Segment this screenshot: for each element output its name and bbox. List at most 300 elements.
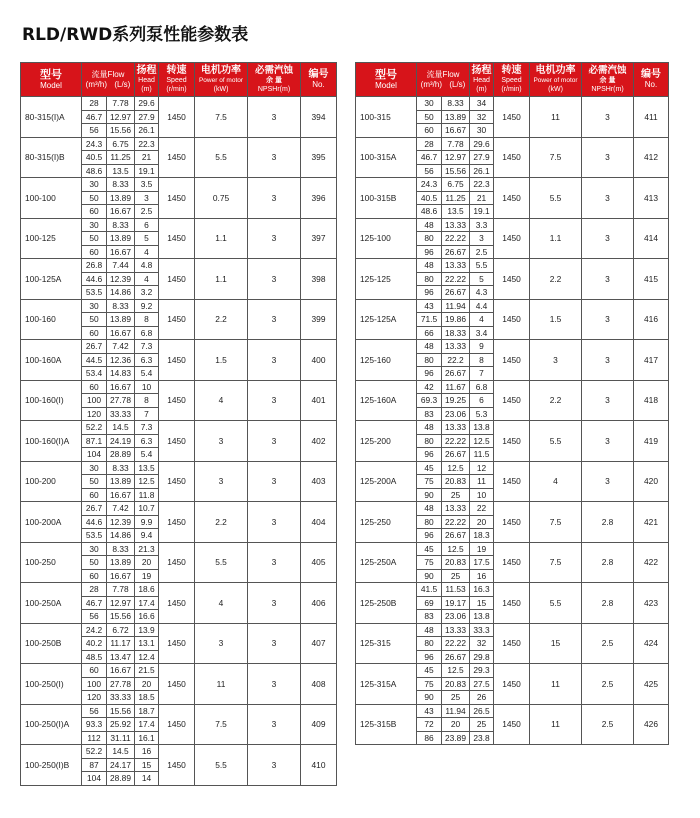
power-cell: 1.1: [530, 218, 582, 259]
speed-cell: 1450: [494, 583, 530, 624]
flow-ls-cell: 15.56: [107, 610, 135, 624]
head-cell: 16.3: [470, 583, 494, 597]
flow-ls-cell: 25.92: [107, 718, 135, 732]
model-cell: 100-160(I): [21, 380, 82, 421]
table-row: [21, 218, 337, 232]
flow-ls-cell: 20: [442, 718, 470, 732]
npsh-cell: 3: [582, 340, 634, 381]
speed-cell: 1450: [159, 623, 195, 664]
flow-ls-cell: 11.67: [442, 380, 470, 394]
number-cell: 403: [301, 461, 337, 502]
flow-m3h-cell: 60: [82, 380, 107, 394]
speed-cell: 1450: [159, 380, 195, 421]
number-cell: 418: [634, 380, 669, 421]
flow-m3h-cell: 50: [82, 313, 107, 327]
head-cell: 7: [470, 367, 494, 381]
flow-m3h-cell: 96: [417, 650, 442, 664]
table-row: [356, 461, 669, 475]
head-cell: 4.8: [135, 259, 159, 273]
head-cell: 5.5: [470, 259, 494, 273]
flow-ls-cell: 31.11: [107, 731, 135, 745]
power-cell: 3: [195, 623, 248, 664]
header-model: 型号 Model: [356, 63, 417, 97]
head-cell: 17.4: [135, 718, 159, 732]
head-cell: 12.5: [135, 475, 159, 489]
head-cell: 8: [470, 353, 494, 367]
flow-ls-cell: 22.22: [442, 434, 470, 448]
flow-ls-cell: 26.67: [442, 529, 470, 543]
model-cell: 125-250B: [356, 583, 417, 624]
number-cell: 398: [301, 259, 337, 300]
table-row: [356, 218, 669, 232]
speed-cell: 1450: [494, 461, 530, 502]
head-cell: 6.8: [470, 380, 494, 394]
head-cell: 12.5: [470, 434, 494, 448]
flow-m3h-cell: 83: [417, 407, 442, 421]
head-cell: 2.5: [470, 245, 494, 259]
flow-ls-cell: 23.06: [442, 407, 470, 421]
number-cell: 414: [634, 218, 669, 259]
flow-ls-cell: 13.89: [442, 110, 470, 124]
flow-m3h-cell: 83: [417, 610, 442, 624]
flow-m3h-cell: 30: [82, 299, 107, 313]
head-cell: 9.2: [135, 299, 159, 313]
flow-m3h-cell: 52.2: [82, 745, 107, 759]
header-npsh: 必需汽蚀 余 量 NPSHr(m): [248, 63, 301, 97]
speed-cell: 1450: [159, 664, 195, 705]
flow-m3h-cell: 30: [82, 542, 107, 556]
flow-m3h-cell: 80: [417, 353, 442, 367]
power-cell: 3: [195, 421, 248, 462]
model-cell: 125-100: [356, 218, 417, 259]
flow-ls-cell: 24.19: [107, 434, 135, 448]
speed-cell: 1450: [494, 380, 530, 421]
flow-ls-cell: 13.33: [442, 623, 470, 637]
speed-cell: 1450: [494, 623, 530, 664]
number-cell: 405: [301, 542, 337, 583]
flow-m3h-cell: 30: [82, 218, 107, 232]
npsh-cell: 3: [248, 664, 301, 705]
speed-cell: 1450: [494, 299, 530, 340]
flow-m3h-cell: 80: [417, 434, 442, 448]
flow-ls-cell: 22.22: [442, 515, 470, 529]
power-cell: 7.5: [195, 704, 248, 745]
speed-cell: 1450: [159, 583, 195, 624]
flow-ls-cell: 11.25: [107, 151, 135, 165]
flow-m3h-cell: 120: [82, 407, 107, 421]
head-cell: 17.4: [135, 596, 159, 610]
table-row: [356, 97, 669, 111]
flow-m3h-cell: 28: [82, 583, 107, 597]
head-cell: 7: [135, 407, 159, 421]
power-cell: 0.75: [195, 178, 248, 219]
npsh-cell: 3: [582, 259, 634, 300]
table-row: [356, 137, 669, 151]
npsh-cell: 2.8: [582, 583, 634, 624]
number-cell: 425: [634, 664, 669, 705]
table-row: [21, 704, 337, 718]
flow-m3h-cell: 28: [82, 97, 107, 111]
speed-cell: 1450: [159, 461, 195, 502]
flow-ls-cell: 7.78: [107, 97, 135, 111]
number-cell: 416: [634, 299, 669, 340]
table-row: [21, 502, 337, 516]
number-cell: 412: [634, 137, 669, 178]
flow-m3h-cell: 24.3: [417, 178, 442, 192]
head-cell: 8: [135, 394, 159, 408]
head-cell: 4.3: [470, 286, 494, 300]
head-cell: 3.3: [470, 218, 494, 232]
flow-m3h-cell: 75: [417, 556, 442, 570]
table-row: [21, 299, 337, 313]
flow-ls-cell: 13.47: [107, 650, 135, 664]
flow-ls-cell: 26.67: [442, 286, 470, 300]
speed-cell: 1450: [494, 218, 530, 259]
power-cell: 2.2: [530, 259, 582, 300]
power-cell: 1.5: [195, 340, 248, 381]
power-cell: 2.2: [530, 380, 582, 421]
flow-m3h-cell: 56: [82, 704, 107, 718]
head-cell: 3: [470, 232, 494, 246]
head-cell: 27.9: [135, 110, 159, 124]
flow-ls-cell: 11.94: [442, 704, 470, 718]
flow-m3h-cell: 96: [417, 245, 442, 259]
power-cell: 5.5: [530, 583, 582, 624]
number-cell: 400: [301, 340, 337, 381]
flow-ls-cell: 25: [442, 488, 470, 502]
flow-ls-cell: 12.97: [107, 110, 135, 124]
flow-ls-cell: 13.5: [107, 164, 135, 178]
flow-m3h-cell: 40.5: [82, 151, 107, 165]
flow-ls-cell: 13.33: [442, 340, 470, 354]
head-cell: 3.2: [135, 286, 159, 300]
flow-m3h-cell: 100: [82, 677, 107, 691]
flow-m3h-cell: 50: [82, 191, 107, 205]
head-cell: 21: [135, 151, 159, 165]
power-cell: 4: [530, 461, 582, 502]
flow-ls-cell: 18.33: [442, 326, 470, 340]
flow-m3h-cell: 48: [417, 421, 442, 435]
power-cell: 3: [195, 461, 248, 502]
flow-ls-cell: 14.5: [107, 745, 135, 759]
table-row: [356, 259, 669, 273]
speed-cell: 1450: [159, 340, 195, 381]
flow-m3h-cell: 48: [417, 340, 442, 354]
npsh-cell: 3: [582, 421, 634, 462]
head-cell: 7.3: [135, 421, 159, 435]
speed-cell: 1450: [494, 340, 530, 381]
npsh-cell: 3: [248, 502, 301, 543]
head-cell: 2.5: [135, 205, 159, 219]
head-cell: 16: [135, 745, 159, 759]
model-cell: 100-315A: [356, 137, 417, 178]
power-cell: 11: [195, 664, 248, 705]
model-cell: 125-315A: [356, 664, 417, 705]
flow-m3h-cell: 48: [417, 259, 442, 273]
head-cell: 13.9: [135, 623, 159, 637]
model-cell: 100-200: [21, 461, 82, 502]
head-cell: 29.3: [470, 664, 494, 678]
head-cell: 18.5: [135, 691, 159, 705]
head-cell: 3: [135, 191, 159, 205]
npsh-cell: 3: [248, 583, 301, 624]
number-cell: 421: [634, 502, 669, 543]
flow-m3h-cell: 90: [417, 569, 442, 583]
number-cell: 419: [634, 421, 669, 462]
npsh-cell: 3: [248, 542, 301, 583]
head-cell: 32: [470, 637, 494, 651]
flow-ls-cell: 12.97: [107, 596, 135, 610]
flow-m3h-cell: 44.5: [82, 353, 107, 367]
head-cell: 20: [135, 677, 159, 691]
head-cell: 5.3: [470, 407, 494, 421]
flow-m3h-cell: 42: [417, 380, 442, 394]
flow-ls-cell: 19.25: [442, 394, 470, 408]
flow-m3h-cell: 112: [82, 731, 107, 745]
flow-m3h-cell: 96: [417, 529, 442, 543]
power-cell: 11: [530, 704, 582, 745]
power-cell: 2.2: [195, 502, 248, 543]
power-cell: 3: [530, 340, 582, 381]
head-cell: 19.1: [135, 164, 159, 178]
head-cell: 29.8: [470, 650, 494, 664]
table-row: [356, 340, 669, 354]
flow-m3h-cell: 26.7: [82, 502, 107, 516]
flow-ls-cell: 28.89: [107, 772, 135, 786]
npsh-cell: 2.5: [582, 704, 634, 745]
head-cell: 22: [470, 502, 494, 516]
number-cell: 397: [301, 218, 337, 259]
flow-m3h-cell: 48.6: [82, 164, 107, 178]
power-cell: 15: [530, 623, 582, 664]
head-cell: 5.4: [135, 448, 159, 462]
table-body-right: [356, 97, 669, 745]
flow-m3h-cell: 40.5: [417, 191, 442, 205]
power-cell: 11: [530, 97, 582, 138]
model-cell: 100-160: [21, 299, 82, 340]
npsh-cell: 3: [582, 380, 634, 421]
number-cell: 423: [634, 583, 669, 624]
flow-ls-cell: 16.67: [107, 245, 135, 259]
model-cell: 100-315: [356, 97, 417, 138]
head-cell: 26: [470, 691, 494, 705]
head-cell: 12.4: [135, 650, 159, 664]
flow-ls-cell: 26.67: [442, 367, 470, 381]
flow-m3h-cell: 75: [417, 475, 442, 489]
flow-m3h-cell: 56: [82, 610, 107, 624]
flow-m3h-cell: 60: [82, 569, 107, 583]
flow-ls-cell: 13.89: [107, 191, 135, 205]
head-cell: 4: [470, 313, 494, 327]
flow-m3h-cell: 56: [417, 164, 442, 178]
flow-m3h-cell: 56: [82, 124, 107, 138]
head-cell: 29.6: [470, 137, 494, 151]
table-row: [21, 380, 337, 394]
model-cell: 100-250B: [21, 623, 82, 664]
model-cell: 100-250: [21, 542, 82, 583]
head-cell: 21: [470, 191, 494, 205]
npsh-cell: 3: [582, 178, 634, 219]
head-cell: 4: [135, 245, 159, 259]
npsh-cell: 3: [248, 340, 301, 381]
flow-m3h-cell: 40.2: [82, 637, 107, 651]
head-cell: 6.3: [135, 434, 159, 448]
head-cell: 27.5: [470, 677, 494, 691]
flow-ls-cell: 11.94: [442, 299, 470, 313]
power-cell: 7.5: [195, 97, 248, 138]
head-cell: 16.1: [135, 731, 159, 745]
head-cell: 9: [470, 340, 494, 354]
model-cell: 100-250(I)A: [21, 704, 82, 745]
npsh-cell: 3: [582, 97, 634, 138]
flow-ls-cell: 22.22: [442, 272, 470, 286]
power-cell: 11: [530, 664, 582, 705]
power-cell: 1.1: [195, 259, 248, 300]
header-flow: 流量Flow (m³/h) (L/s): [82, 63, 135, 97]
flow-m3h-cell: 46.7: [417, 151, 442, 165]
head-cell: 27.9: [470, 151, 494, 165]
header-power: 电机功率 Power of motor (kW): [195, 63, 248, 97]
flow-m3h-cell: 48.5: [82, 650, 107, 664]
number-cell: 410: [301, 745, 337, 786]
flow-ls-cell: 22.22: [442, 232, 470, 246]
table-row: [21, 340, 337, 354]
flow-m3h-cell: 48: [417, 502, 442, 516]
flow-m3h-cell: 53.4: [82, 367, 107, 381]
flow-ls-cell: 13.33: [442, 218, 470, 232]
head-cell: 5: [135, 232, 159, 246]
head-cell: 13.8: [470, 610, 494, 624]
npsh-cell: 3: [248, 97, 301, 138]
table-row: [21, 623, 337, 637]
table-row: [356, 380, 669, 394]
flow-ls-cell: 12.36: [107, 353, 135, 367]
head-cell: 16: [470, 569, 494, 583]
speed-cell: 1450: [494, 137, 530, 178]
head-cell: 20: [135, 556, 159, 570]
header-head: 扬程 Head (m): [470, 63, 494, 97]
model-cell: 125-200: [356, 421, 417, 462]
flow-ls-cell: 24.17: [107, 758, 135, 772]
flow-ls-cell: 12.5: [442, 461, 470, 475]
flow-m3h-cell: 43: [417, 704, 442, 718]
head-cell: 3.4: [470, 326, 494, 340]
header-no: 编号 No.: [634, 63, 669, 97]
speed-cell: 1450: [494, 664, 530, 705]
number-cell: 395: [301, 137, 337, 178]
flow-m3h-cell: 80: [417, 637, 442, 651]
speed-cell: 1450: [494, 704, 530, 745]
head-cell: 10.7: [135, 502, 159, 516]
head-cell: 5: [470, 272, 494, 286]
pump-table-left: [20, 62, 337, 786]
npsh-cell: 3: [248, 461, 301, 502]
flow-ls-cell: 19.86: [442, 313, 470, 327]
flow-ls-cell: 16.67: [107, 569, 135, 583]
flow-ls-cell: 11.53: [442, 583, 470, 597]
flow-ls-cell: 14.83: [107, 367, 135, 381]
header-head: 扬程 Head (m): [135, 63, 159, 97]
flow-ls-cell: 27.78: [107, 677, 135, 691]
flow-ls-cell: 13.33: [442, 421, 470, 435]
flow-ls-cell: 13.89: [107, 313, 135, 327]
npsh-cell: 3: [582, 218, 634, 259]
flow-m3h-cell: 60: [417, 124, 442, 138]
head-cell: 25: [470, 718, 494, 732]
speed-cell: 1450: [159, 97, 195, 138]
head-cell: 19.1: [470, 205, 494, 219]
model-cell: 100-160A: [21, 340, 82, 381]
number-cell: 409: [301, 704, 337, 745]
head-cell: 11.8: [135, 488, 159, 502]
flow-ls-cell: 14.86: [107, 286, 135, 300]
flow-ls-cell: 12.39: [107, 515, 135, 529]
npsh-cell: 2.8: [582, 542, 634, 583]
flow-ls-cell: 12.39: [107, 272, 135, 286]
flow-m3h-cell: 24.3: [82, 137, 107, 151]
power-cell: 7.5: [530, 137, 582, 178]
power-cell: 5.5: [195, 745, 248, 786]
number-cell: 399: [301, 299, 337, 340]
flow-ls-cell: 12.5: [442, 664, 470, 678]
number-cell: 407: [301, 623, 337, 664]
head-cell: 30: [470, 124, 494, 138]
head-cell: 34: [470, 97, 494, 111]
npsh-cell: 3: [248, 299, 301, 340]
flow-ls-cell: 20.83: [442, 677, 470, 691]
flow-ls-cell: 13.33: [442, 259, 470, 273]
flow-m3h-cell: 50: [82, 475, 107, 489]
power-cell: 7.5: [530, 502, 582, 543]
power-cell: 1.1: [195, 218, 248, 259]
head-cell: 11: [470, 475, 494, 489]
model-cell: 80-315(I)B: [21, 137, 82, 178]
flow-ls-cell: 6.75: [442, 178, 470, 192]
flow-ls-cell: 6.75: [107, 137, 135, 151]
flow-ls-cell: 22.22: [442, 637, 470, 651]
table-row: [356, 178, 669, 192]
flow-ls-cell: 16.67: [107, 488, 135, 502]
flow-m3h-cell: 60: [82, 664, 107, 678]
flow-ls-cell: 8.33: [442, 97, 470, 111]
number-cell: 411: [634, 97, 669, 138]
speed-cell: 1450: [494, 97, 530, 138]
flow-ls-cell: 16.67: [107, 380, 135, 394]
table-header-row: [356, 63, 669, 97]
head-cell: 18.7: [135, 704, 159, 718]
pump-table-right: [355, 62, 669, 745]
table-row: [356, 421, 669, 435]
header-speed: 转速 Speed (r/min): [159, 63, 195, 97]
model-cell: 125-160: [356, 340, 417, 381]
flow-ls-cell: 8.33: [107, 178, 135, 192]
speed-cell: 1450: [494, 259, 530, 300]
model-cell: 80-315(I)A: [21, 97, 82, 138]
flow-m3h-cell: 43: [417, 299, 442, 313]
flow-m3h-cell: 24.2: [82, 623, 107, 637]
table-row: [21, 542, 337, 556]
flow-m3h-cell: 90: [417, 691, 442, 705]
flow-ls-cell: 25: [442, 569, 470, 583]
flow-m3h-cell: 48: [417, 623, 442, 637]
number-cell: 415: [634, 259, 669, 300]
flow-m3h-cell: 44.6: [82, 515, 107, 529]
model-cell: 125-200A: [356, 461, 417, 502]
npsh-cell: 3: [582, 137, 634, 178]
table-row: [356, 664, 669, 678]
number-cell: 408: [301, 664, 337, 705]
flow-ls-cell: 11.25: [442, 191, 470, 205]
